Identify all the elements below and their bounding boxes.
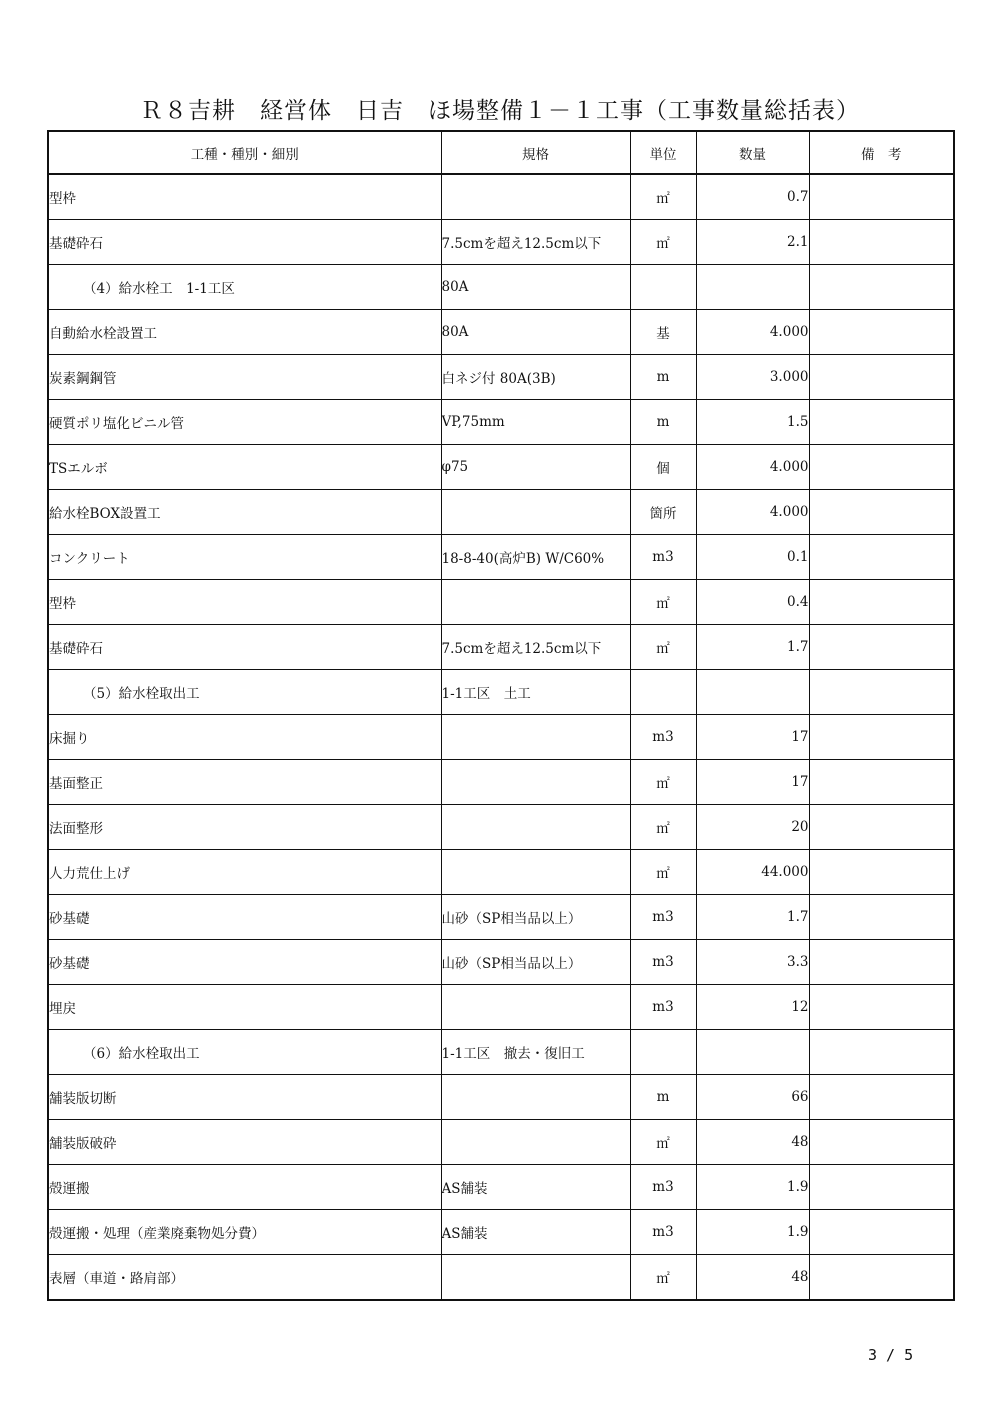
cell-unit: ㎡ — [630, 174, 696, 220]
cell-spec — [441, 174, 630, 220]
cell-work-type: 型枠 — [48, 174, 441, 220]
cell-quantity: 1.7 — [696, 625, 809, 670]
table-row — [48, 1030, 954, 1075]
cell-work-type: （5）給水栓取出工 — [48, 670, 441, 715]
table-row — [48, 985, 954, 1030]
cell-unit: ㎡ — [630, 1255, 696, 1301]
cell-work-type: 基礎砕石 — [48, 220, 441, 265]
cell-spec — [441, 850, 630, 895]
cell-remarks — [809, 1255, 954, 1301]
cell-quantity: 12 — [696, 985, 809, 1030]
cell-remarks — [809, 1120, 954, 1165]
header-work-type: 工種・種別・細別 — [48, 131, 441, 174]
cell-quantity: 48 — [696, 1255, 809, 1301]
cell-remarks — [809, 760, 954, 805]
cell-quantity: 66 — [696, 1075, 809, 1120]
cell-quantity: 48 — [696, 1120, 809, 1165]
cell-remarks — [809, 400, 954, 445]
cell-remarks — [809, 310, 954, 355]
cell-unit — [630, 670, 696, 715]
cell-quantity: 1.9 — [696, 1165, 809, 1210]
cell-spec: AS舗装 — [441, 1210, 630, 1255]
cell-quantity: 4.000 — [696, 490, 809, 535]
cell-work-type: コンクリート — [48, 535, 441, 580]
cell-quantity: 2.1 — [696, 220, 809, 265]
cell-work-type: 基礎砕石 — [48, 625, 441, 670]
cell-spec — [441, 580, 630, 625]
cell-quantity: 0.1 — [696, 535, 809, 580]
cell-unit: ㎡ — [630, 1120, 696, 1165]
cell-remarks — [809, 895, 954, 940]
cell-spec: 1-1工区 土工 — [441, 670, 630, 715]
cell-unit: m3 — [630, 535, 696, 580]
cell-unit: ㎡ — [630, 850, 696, 895]
cell-work-type: 床掘り — [48, 715, 441, 760]
cell-work-type: （6）給水栓取出工 — [48, 1030, 441, 1075]
cell-work-type: （4）給水栓工 1-1工区 — [48, 265, 441, 310]
cell-work-type: 炭素鋼鋼管 — [48, 355, 441, 400]
cell-quantity: 0.7 — [696, 174, 809, 220]
cell-quantity: 4.000 — [696, 445, 809, 490]
cell-work-type: 人力荒仕上げ — [48, 850, 441, 895]
cell-spec: VP,75mm — [441, 400, 630, 445]
cell-quantity — [696, 1030, 809, 1075]
cell-unit: ㎡ — [630, 220, 696, 265]
cell-spec — [441, 985, 630, 1030]
table-row — [48, 445, 954, 490]
cell-remarks — [809, 850, 954, 895]
cell-unit: m3 — [630, 715, 696, 760]
cell-unit — [630, 1030, 696, 1075]
table-row — [48, 490, 954, 535]
cell-unit: m — [630, 355, 696, 400]
cell-spec: φ75 — [441, 445, 630, 490]
table-row — [48, 265, 954, 310]
table-row — [48, 715, 954, 760]
cell-unit: m3 — [630, 1210, 696, 1255]
cell-spec: 1-1工区 撤去・復旧工 — [441, 1030, 630, 1075]
cell-remarks — [809, 445, 954, 490]
cell-spec: 18-8-40(高炉B) W/C60% — [441, 535, 630, 580]
cell-spec — [441, 715, 630, 760]
cell-spec — [441, 1255, 630, 1301]
cell-spec: 7.5cmを超え12.5cm以下 — [441, 220, 630, 265]
cell-unit — [630, 265, 696, 310]
table-row — [48, 850, 954, 895]
cell-work-type: 舗装版切断 — [48, 1075, 441, 1120]
table-row — [48, 535, 954, 580]
quantity-summary-table — [47, 130, 955, 1301]
cell-unit: m3 — [630, 985, 696, 1030]
cell-remarks — [809, 355, 954, 400]
cell-remarks — [809, 490, 954, 535]
cell-work-type: 舗装版破砕 — [48, 1120, 441, 1165]
cell-spec: 山砂（SP相当品以上） — [441, 940, 630, 985]
cell-work-type: 基面整正 — [48, 760, 441, 805]
cell-quantity: 1.9 — [696, 1210, 809, 1255]
cell-quantity: 44.000 — [696, 850, 809, 895]
cell-spec: 7.5cmを超え12.5cm以下 — [441, 625, 630, 670]
cell-unit: m3 — [630, 1165, 696, 1210]
table-row — [48, 1255, 954, 1301]
cell-quantity: 4.000 — [696, 310, 809, 355]
cell-work-type: 型枠 — [48, 580, 441, 625]
cell-remarks — [809, 580, 954, 625]
header-remarks: 備 考 — [809, 131, 954, 174]
table-row — [48, 895, 954, 940]
cell-unit: ㎡ — [630, 580, 696, 625]
cell-remarks — [809, 1030, 954, 1075]
cell-work-type: 自動給水栓設置工 — [48, 310, 441, 355]
cell-spec — [441, 760, 630, 805]
cell-remarks — [809, 174, 954, 220]
cell-remarks — [809, 535, 954, 580]
cell-work-type: 砂基礎 — [48, 895, 441, 940]
cell-unit: ㎡ — [630, 805, 696, 850]
cell-work-type: TSエルボ — [48, 445, 441, 490]
cell-quantity: 17 — [696, 760, 809, 805]
header-quantity: 数量 — [696, 131, 809, 174]
cell-work-type: 殻運搬 — [48, 1165, 441, 1210]
cell-quantity — [696, 265, 809, 310]
cell-spec: AS舗装 — [441, 1165, 630, 1210]
cell-quantity: 3.000 — [696, 355, 809, 400]
table-row — [48, 940, 954, 985]
table-header-row — [48, 131, 954, 174]
table-row — [48, 805, 954, 850]
cell-remarks — [809, 940, 954, 985]
cell-unit: 基 — [630, 310, 696, 355]
cell-work-type: 法面整形 — [48, 805, 441, 850]
cell-quantity: 0.4 — [696, 580, 809, 625]
cell-unit: 個 — [630, 445, 696, 490]
cell-quantity: 1.7 — [696, 895, 809, 940]
cell-remarks — [809, 220, 954, 265]
cell-work-type: 埋戻 — [48, 985, 441, 1030]
cell-unit: m3 — [630, 895, 696, 940]
cell-work-type: 硬質ポリ塩化ビニル管 — [48, 400, 441, 445]
cell-remarks — [809, 1210, 954, 1255]
table-row — [48, 625, 954, 670]
cell-remarks — [809, 1165, 954, 1210]
cell-work-type: 給水栓BOX設置工 — [48, 490, 441, 535]
table-row — [48, 1120, 954, 1165]
cell-spec — [441, 490, 630, 535]
cell-unit: m3 — [630, 940, 696, 985]
cell-spec: 白ネジ付 80A(3B) — [441, 355, 630, 400]
cell-quantity: 1.5 — [696, 400, 809, 445]
cell-work-type: 殻運搬・処理（産業廃棄物処分費） — [48, 1210, 441, 1255]
table-row — [48, 760, 954, 805]
cell-quantity — [696, 670, 809, 715]
cell-remarks — [809, 625, 954, 670]
table-row — [48, 1165, 954, 1210]
header-unit: 単位 — [630, 131, 696, 174]
cell-quantity: 20 — [696, 805, 809, 850]
table-row — [48, 310, 954, 355]
cell-quantity: 17 — [696, 715, 809, 760]
cell-remarks — [809, 670, 954, 715]
cell-spec — [441, 1120, 630, 1165]
cell-remarks — [809, 715, 954, 760]
cell-unit: ㎡ — [630, 760, 696, 805]
table-body — [48, 174, 954, 1300]
cell-spec — [441, 805, 630, 850]
table-row — [48, 1210, 954, 1255]
cell-unit: 箇所 — [630, 490, 696, 535]
cell-work-type: 砂基礎 — [48, 940, 441, 985]
cell-spec: 80A — [441, 265, 630, 310]
table-row — [48, 355, 954, 400]
document-title: Ｒ８吉耕 経営体 日吉 ほ場整備１－１工事（工事数量総括表） — [140, 98, 860, 124]
cell-remarks — [809, 805, 954, 850]
cell-spec: 山砂（SP相当品以上） — [441, 895, 630, 940]
cell-unit: ㎡ — [630, 625, 696, 670]
cell-work-type: 表層（車道・路肩部） — [48, 1255, 441, 1301]
cell-remarks — [809, 985, 954, 1030]
table-row — [48, 580, 954, 625]
header-spec: 規格 — [441, 131, 630, 174]
table-row — [48, 220, 954, 265]
table-row — [48, 400, 954, 445]
cell-spec — [441, 1075, 630, 1120]
cell-unit: m — [630, 1075, 696, 1120]
table-row — [48, 174, 954, 220]
cell-quantity: 3.3 — [696, 940, 809, 985]
page-number: 3 / 5 — [868, 1346, 914, 1364]
table-row — [48, 670, 954, 715]
cell-spec: 80A — [441, 310, 630, 355]
cell-unit: m — [630, 400, 696, 445]
cell-remarks — [809, 1075, 954, 1120]
cell-remarks — [809, 265, 954, 310]
table-row — [48, 1075, 954, 1120]
